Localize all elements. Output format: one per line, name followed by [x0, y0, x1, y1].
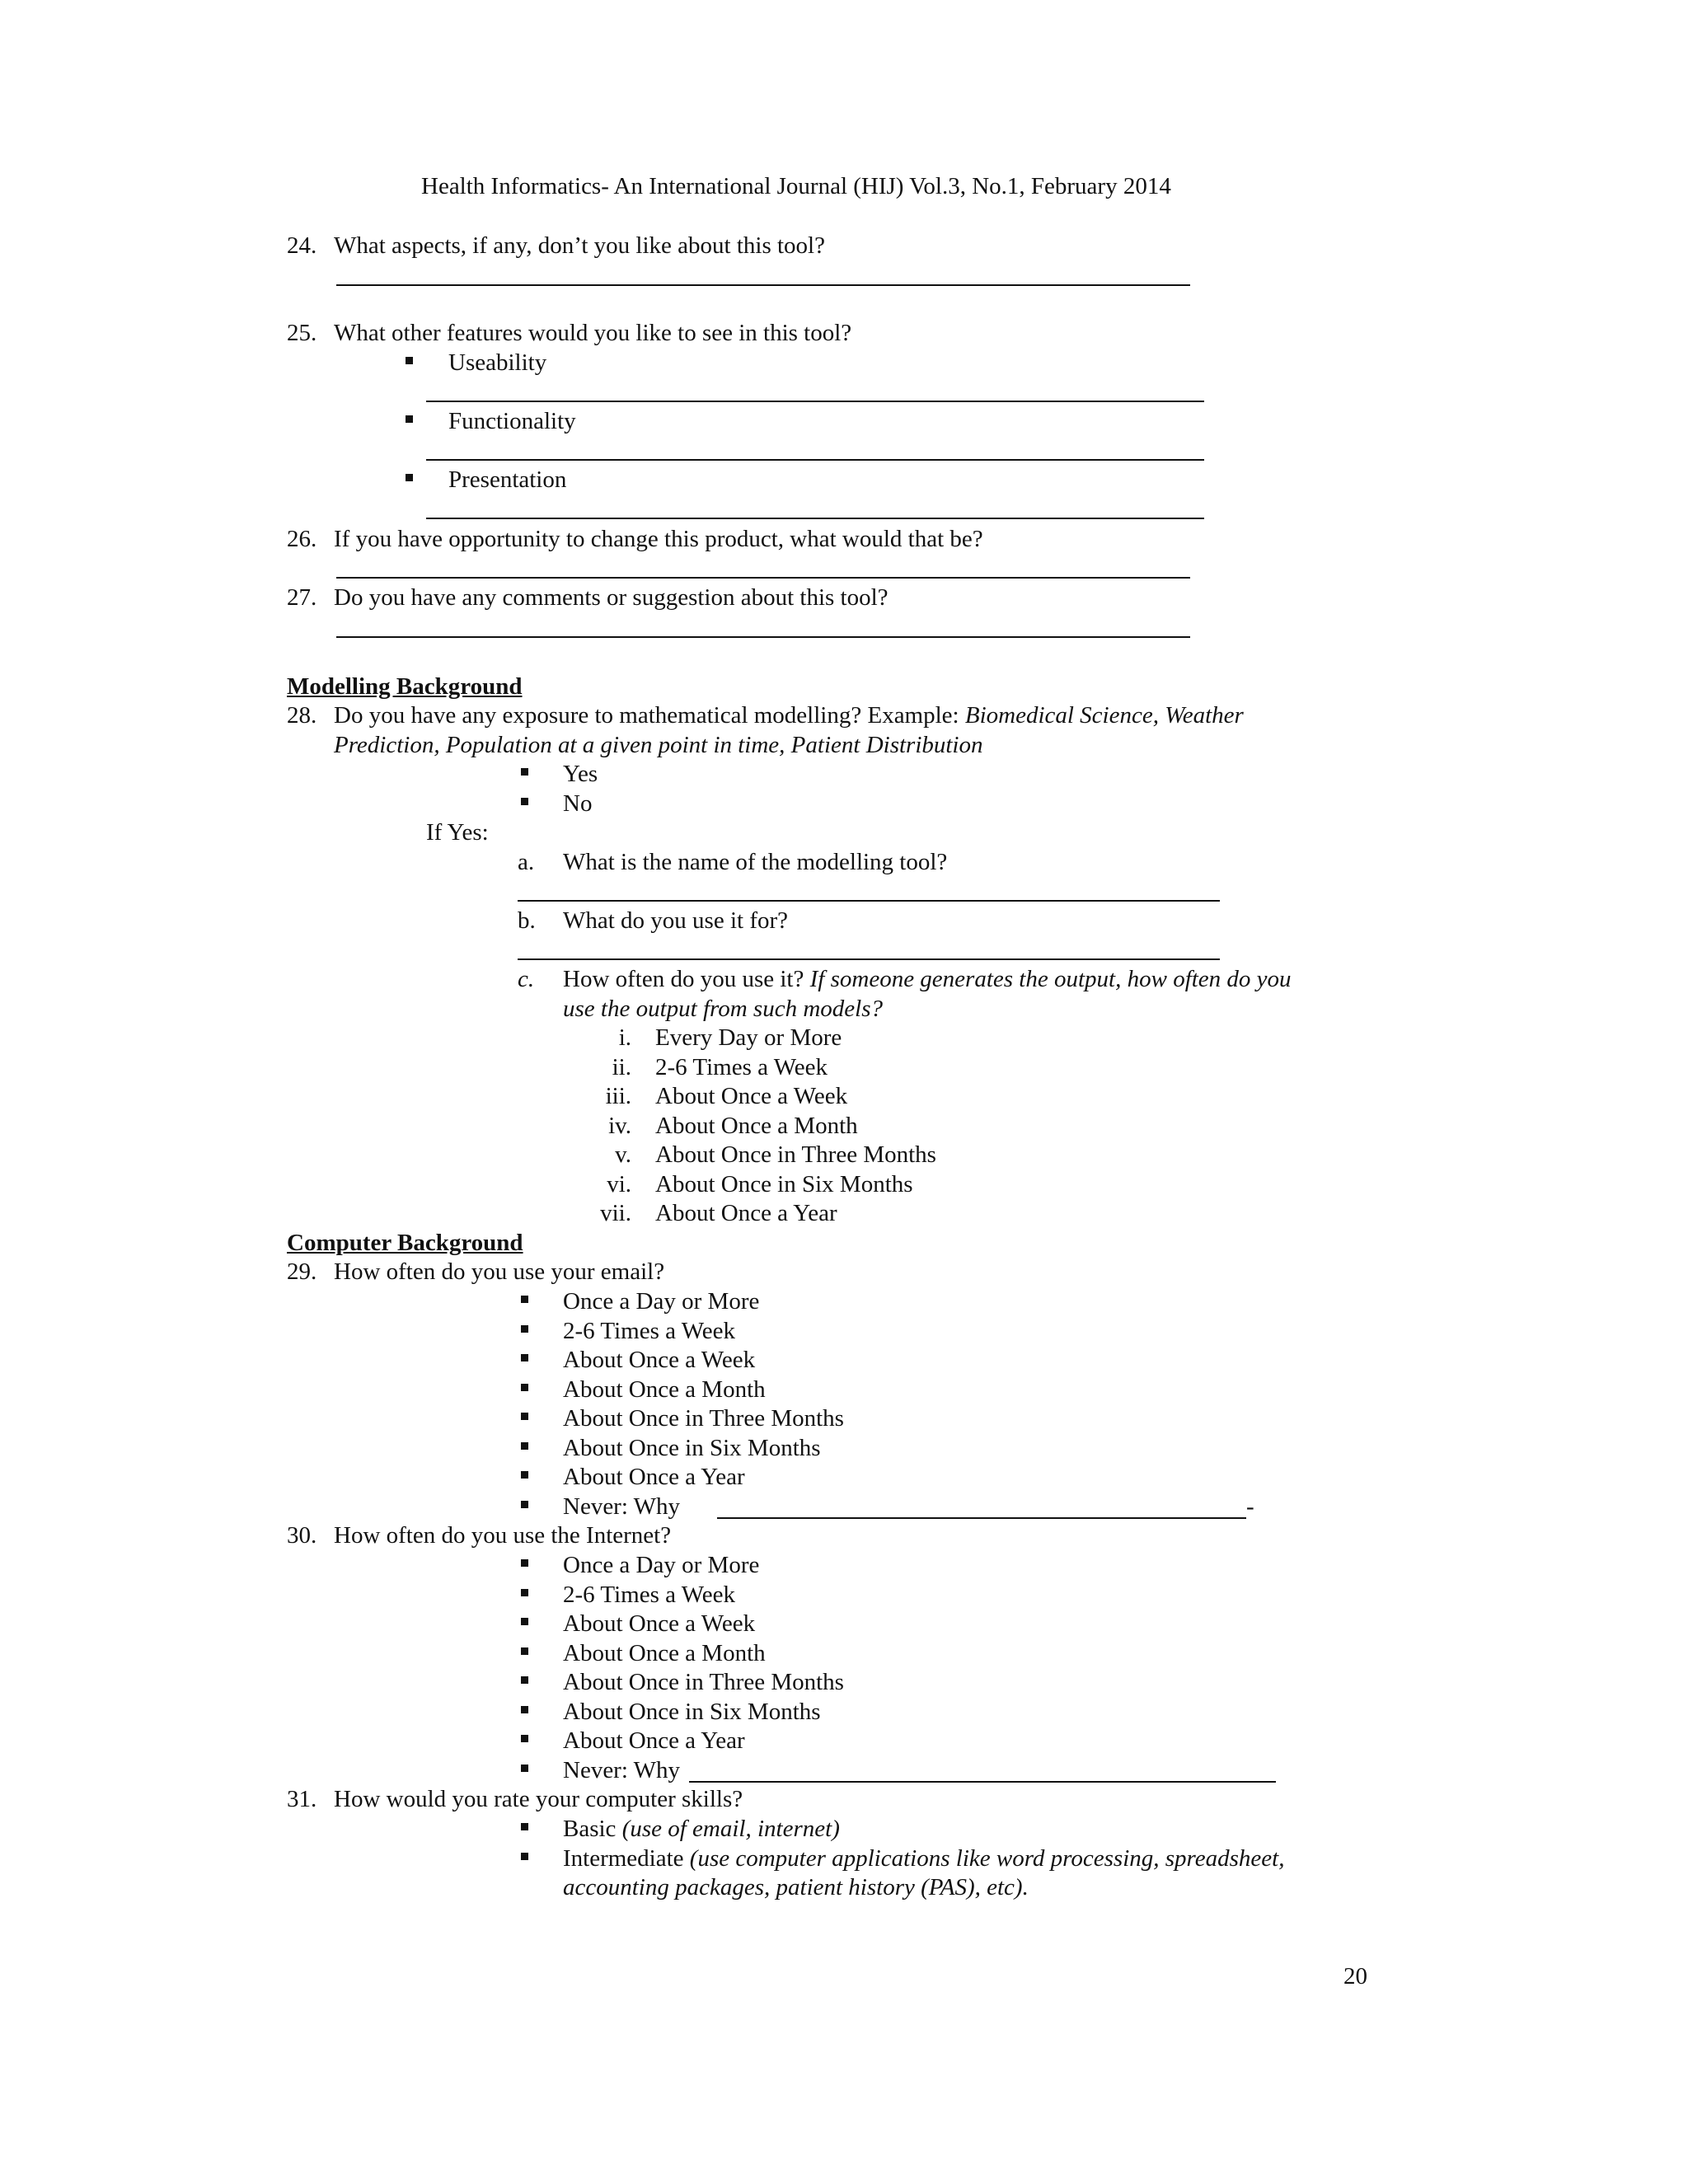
sub-label: c.	[518, 966, 535, 992]
answer-line[interactable]	[689, 1781, 1276, 1783]
roman-numeral: ii.	[612, 1054, 631, 1080]
bullet-icon	[521, 1589, 528, 1596]
option-label: Functionality	[448, 408, 576, 434]
option-label: 2-6 Times a Week	[563, 1582, 735, 1608]
sub-label: a.	[518, 849, 535, 875]
answer-line[interactable]	[518, 900, 1220, 902]
line-end-dash: -	[1246, 1493, 1254, 1520]
answer-line[interactable]	[426, 459, 1204, 461]
sub-question-text: What do you use it for?	[563, 907, 789, 934]
bullet-icon	[521, 1413, 528, 1420]
bullet-icon	[521, 1501, 528, 1508]
frequency-option: About Once a Month	[655, 1113, 858, 1139]
answer-line[interactable]	[518, 958, 1220, 960]
sub-label: b.	[518, 907, 536, 934]
frequency-option: 2-6 Times a Week	[655, 1054, 828, 1080]
bullet-icon	[521, 1735, 528, 1742]
question-text: Do you have any exposure to mathematical modelling? Example: Biomedical Science, Weather	[334, 702, 1244, 729]
bullet-icon	[521, 1296, 528, 1303]
bullet-icon	[521, 768, 528, 776]
frequency-option: About Once a Year	[655, 1200, 837, 1226]
if-yes-label: If Yes:	[426, 819, 489, 846]
option-label: Intermediate (use computer applications like word processing, spreadsheet,	[563, 1845, 1285, 1872]
option-label: About Once in Three Months	[563, 1405, 844, 1432]
option-label: About Once a Week	[563, 1610, 756, 1637]
question-number: 26.	[287, 526, 317, 552]
option-label: About Once a Month	[563, 1376, 766, 1403]
question-text: How often do you use the Internet?	[334, 1522, 672, 1549]
option-label: Never: Why	[563, 1757, 680, 1783]
question-number: 25.	[287, 320, 317, 346]
question-text: What other features would you like to see in this tool?	[334, 320, 852, 346]
roman-numeral: v.	[615, 1141, 631, 1168]
bullet-icon	[521, 1384, 528, 1391]
question-number: 30.	[287, 1522, 317, 1549]
page-number: 20	[1343, 1963, 1367, 1990]
option-label: About Once a Month	[563, 1640, 766, 1666]
option-label: No	[563, 790, 593, 817]
bullet-icon	[521, 1354, 528, 1361]
frequency-option: Every Day or More	[655, 1024, 842, 1051]
frequency-option: About Once in Six Months	[655, 1171, 913, 1197]
bullet-icon	[406, 357, 413, 364]
bullet-icon	[521, 798, 528, 805]
bullet-icon	[406, 474, 413, 481]
option-note: accounting packages, patient history (PAS), etc).	[563, 1874, 1029, 1900]
sub-question-note: use the output from such models?	[563, 996, 883, 1022]
bullet-icon	[521, 1647, 528, 1655]
roman-numeral: iii.	[605, 1083, 631, 1109]
question-number: 29.	[287, 1258, 317, 1285]
answer-line[interactable]	[336, 636, 1190, 638]
answer-line[interactable]	[336, 284, 1190, 286]
section-heading: Modelling Background	[287, 673, 523, 700]
option-label: Yes	[563, 761, 598, 787]
bullet-icon	[521, 1706, 528, 1713]
sub-question-text: How often do you use it? If someone generates the output, how often do you	[563, 966, 1292, 992]
question-text: How would you rate your computer skills?	[334, 1786, 743, 1812]
bullet-icon	[521, 1823, 528, 1830]
answer-line[interactable]	[426, 518, 1204, 519]
roman-numeral: iv.	[608, 1113, 631, 1139]
answer-line[interactable]	[426, 401, 1204, 402]
bullet-icon	[521, 1676, 528, 1684]
question-text: What aspects, if any, don’t you like about this tool?	[334, 232, 825, 259]
option-label: Once a Day or More	[563, 1288, 760, 1315]
answer-line[interactable]	[717, 1517, 1246, 1519]
question-number: 28.	[287, 702, 317, 729]
option-label: Presentation	[448, 466, 567, 493]
question-number: 24.	[287, 232, 317, 259]
sub-question-text: What is the name of the modelling tool?	[563, 849, 948, 875]
question-example: Prediction, Population at a given point in time, Patient Distribution	[334, 732, 983, 758]
option-label: About Once in Three Months	[563, 1669, 844, 1695]
question-text: How often do you use your email?	[334, 1258, 665, 1285]
question-number: 27.	[287, 584, 317, 611]
option-label: About Once a Week	[563, 1347, 756, 1373]
option-label: About Once a Year	[563, 1727, 745, 1754]
bullet-icon	[521, 1471, 528, 1479]
section-heading: Computer Background	[287, 1230, 523, 1256]
bullet-icon	[521, 1853, 528, 1860]
journal-header: Health Informatics- An International Journal (HIJ) Vol.3, No.1, February 2014	[421, 173, 1171, 199]
frequency-option: About Once in Three Months	[655, 1141, 936, 1168]
option-label: 2-6 Times a Week	[563, 1318, 735, 1344]
bullet-icon	[406, 415, 413, 423]
answer-line[interactable]	[336, 577, 1190, 579]
roman-numeral: vii.	[600, 1200, 631, 1226]
bullet-icon	[521, 1325, 528, 1333]
option-label: About Once in Six Months	[563, 1435, 821, 1461]
question-number: 31.	[287, 1786, 317, 1812]
roman-numeral: i.	[618, 1024, 631, 1051]
bullet-icon	[521, 1559, 528, 1567]
option-label: About Once a Year	[563, 1464, 745, 1490]
question-text: Do you have any comments or suggestion about this tool?	[334, 584, 889, 611]
bullet-icon	[521, 1442, 528, 1450]
option-label: Never: Why	[563, 1493, 680, 1520]
option-label: Useability	[448, 349, 547, 376]
question-text: If you have opportunity to change this product, what would that be?	[334, 526, 983, 552]
roman-numeral: vi.	[607, 1171, 631, 1197]
frequency-option: About Once a Week	[655, 1083, 848, 1109]
option-label: Once a Day or More	[563, 1552, 760, 1578]
option-label: Basic (use of email, internet)	[563, 1816, 840, 1842]
bullet-icon	[521, 1765, 528, 1772]
option-label: About Once in Six Months	[563, 1699, 821, 1725]
bullet-icon	[521, 1618, 528, 1625]
